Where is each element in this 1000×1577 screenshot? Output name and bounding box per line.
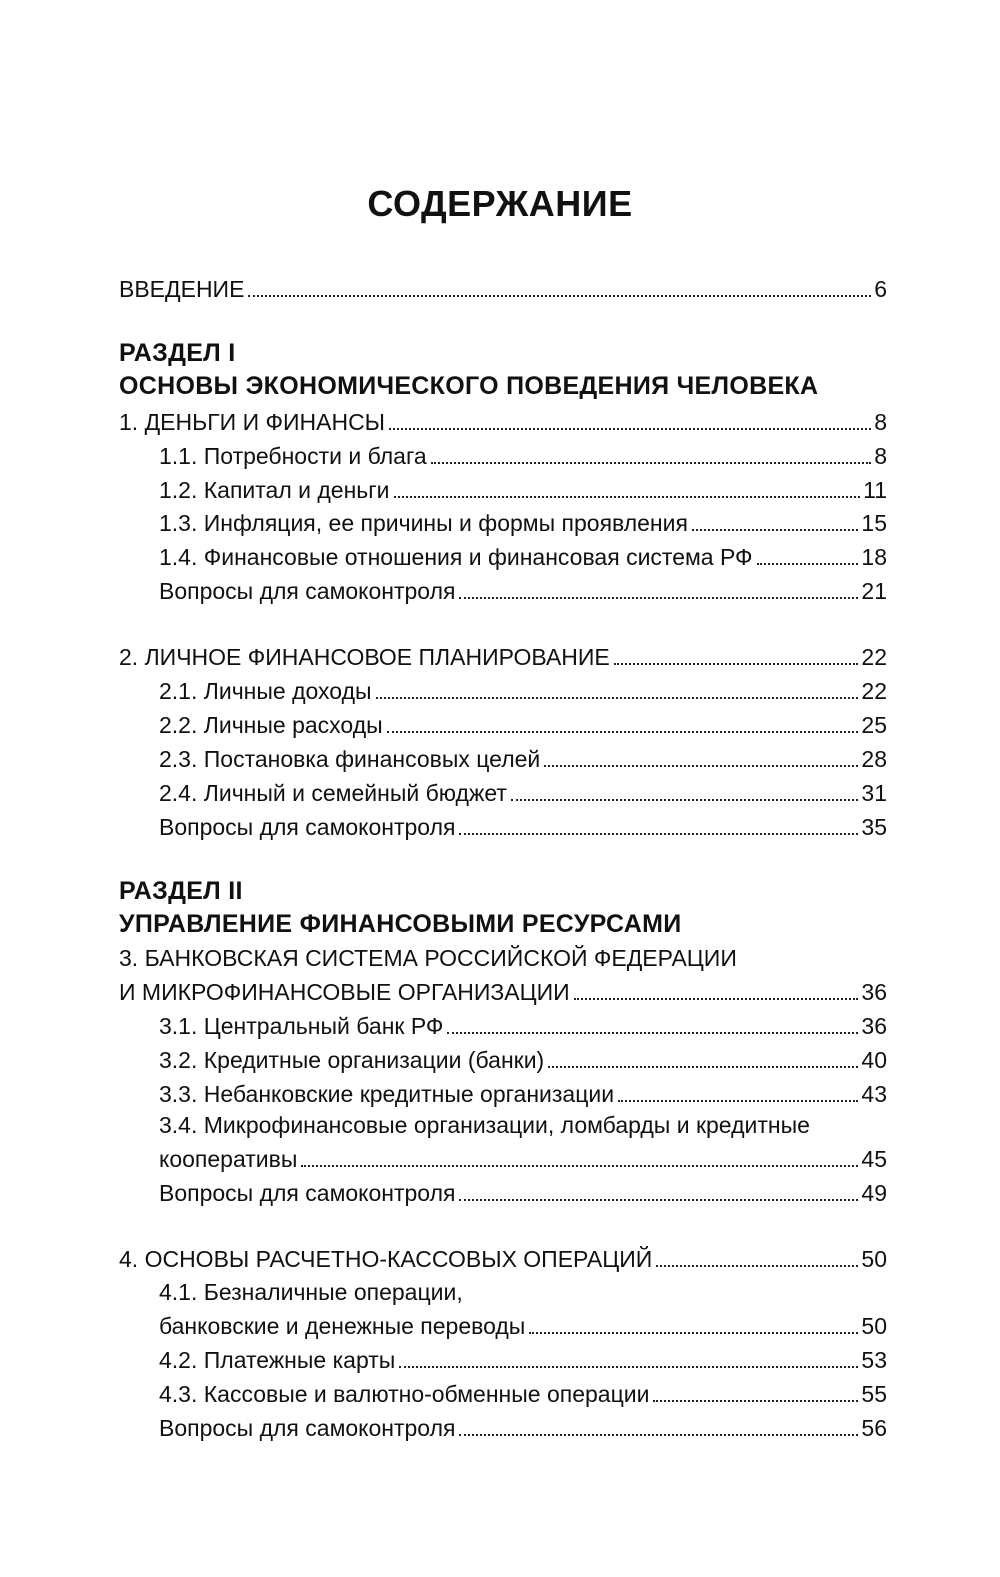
toc-entry[interactable] <box>159 504 887 538</box>
toc-entry-page: 21 <box>861 578 887 604</box>
toc-entry-label: И МИКРОФИНАНСОВЫЕ ОРГАНИЗАЦИИ <box>119 979 570 1005</box>
toc-entry[interactable] <box>159 1375 887 1409</box>
toc-entry-label: кооперативы <box>159 1146 298 1172</box>
toc-entry-page: 11 <box>863 477 887 503</box>
toc-entry-label: 2. ЛИЧНОЕ ФИНАНСОВОЕ ПЛАНИРОВАНИЕ <box>119 644 610 670</box>
toc-entry-label: 1.1. Потребности и блага <box>159 443 427 469</box>
leader-dots <box>618 1100 858 1102</box>
toc-entry[interactable] <box>159 1409 887 1443</box>
toc-entry-page: 40 <box>861 1047 887 1073</box>
leader-dots <box>614 663 859 665</box>
leader-dots <box>431 462 872 464</box>
toc-entry-page: 56 <box>861 1415 887 1441</box>
toc-entry-label: Вопросы для самоконтроля <box>159 1415 456 1441</box>
leader-dots <box>447 1032 858 1034</box>
toc-entry-page: 35 <box>861 814 887 840</box>
toc-entry-page: 28 <box>861 746 887 772</box>
toc-entry[interactable] <box>159 1041 887 1075</box>
toc-entry[interactable] <box>159 740 887 774</box>
toc-entry[interactable] <box>159 1075 887 1109</box>
toc-entry-page: 22 <box>861 678 887 704</box>
toc-entry-page: 8 <box>874 409 887 435</box>
toc-entry-label: 2.1. Личные доходы <box>159 678 372 704</box>
toc-entry-intro[interactable] <box>119 270 887 304</box>
section-label: РАЗДЕЛ II <box>119 877 243 905</box>
leader-dots <box>757 563 859 565</box>
toc-chapter-3-line1: 3. БАНКОВСКАЯ СИСТЕМА РОССИЙСКОЙ ФЕДЕРАЦИИ <box>119 945 737 971</box>
leader-dots <box>656 1265 858 1267</box>
toc-entry[interactable] <box>159 572 887 606</box>
toc-entry-label: ВВЕДЕНИЕ <box>119 276 245 302</box>
leader-dots <box>301 1165 858 1167</box>
toc-entry-label: 1.4. Финансовые отношения и финансовая система РФ <box>159 544 753 570</box>
toc-entry[interactable] <box>159 538 887 572</box>
toc-entry-page: 55 <box>861 1381 887 1407</box>
toc-entry-page: 8 <box>874 443 887 469</box>
toc-entry-page: 15 <box>861 510 887 536</box>
toc-entry-label: 2.3. Постановка финансовых целей <box>159 746 541 772</box>
toc-chapter-1[interactable] <box>119 403 887 437</box>
leader-dots <box>376 697 859 699</box>
leader-dots <box>387 731 859 733</box>
toc-entry-label: Вопросы для самоконтроля <box>159 578 456 604</box>
leader-dots <box>459 1434 858 1436</box>
toc-entry-page: 18 <box>861 544 887 570</box>
toc-entry-page: 25 <box>861 712 887 738</box>
toc-entry[interactable] <box>159 774 887 808</box>
toc-entry[interactable] <box>159 706 887 740</box>
toc-entry-label: 3.3. Небанковские кредитные организации <box>159 1081 615 1107</box>
section-heading: УПРАВЛЕНИЕ ФИНАНСОВЫМИ РЕСУРСАМИ <box>119 910 682 938</box>
toc-entry-page: 50 <box>861 1246 887 1272</box>
toc-entry[interactable] <box>159 1174 887 1208</box>
toc-entry-line1: 4.1. Безналичные операции, <box>159 1279 463 1305</box>
toc-chapter-3[interactable] <box>119 973 887 1007</box>
toc-entry[interactable] <box>159 471 887 505</box>
leader-dots <box>574 998 859 1000</box>
toc-entry-label: Вопросы для самоконтроля <box>159 814 456 840</box>
leader-dots <box>653 1400 858 1402</box>
leader-dots <box>389 428 871 430</box>
toc-entry-page: 22 <box>861 644 887 670</box>
toc-entry-label: банковские и денежные переводы <box>159 1313 526 1339</box>
toc-entry-label: 1.2. Капитал и деньги <box>159 477 390 503</box>
toc-entry-label: 4. ОСНОВЫ РАСЧЕТНО-КАССОВЫХ ОПЕРАЦИЙ <box>119 1246 653 1272</box>
toc-entry-label: 4.3. Кассовые и валютно-обменные операции <box>159 1381 650 1407</box>
toc-entry-label: 2.2. Личные расходы <box>159 712 383 738</box>
leader-dots <box>511 799 859 801</box>
toc-entry-label: 1. ДЕНЬГИ И ФИНАНСЫ <box>119 409 386 435</box>
toc-entry-label: 2.4. Личный и семейный бюджет <box>159 780 507 806</box>
toc-entry-label: 1.3. Инфляция, ее причины и формы проявления <box>159 510 688 536</box>
section-label: РАЗДЕЛ I <box>119 339 236 367</box>
toc-entry-page: 50 <box>861 1313 887 1339</box>
leader-dots <box>394 496 861 498</box>
toc-entry-page: 45 <box>861 1146 887 1172</box>
toc-entry-line1: 3.4. Микрофинансовые организации, ломбарды и кредитные <box>159 1112 810 1138</box>
toc-entry[interactable] <box>159 1341 887 1375</box>
toc-entry-label: 3.2. Кредитные организации (банки) <box>159 1047 545 1073</box>
toc-entry-page: 43 <box>861 1081 887 1107</box>
leader-dots <box>692 529 858 531</box>
toc-entry[interactable] <box>159 672 887 706</box>
toc-entry-page: 36 <box>861 1013 887 1039</box>
leader-dots <box>248 295 871 297</box>
toc-entry-label: Вопросы для самоконтроля <box>159 1180 456 1206</box>
leader-dots <box>459 597 858 599</box>
leader-dots <box>459 833 858 835</box>
toc-entry[interactable] <box>159 808 887 842</box>
section-heading: ОСНОВЫ ЭКОНОМИЧЕСКОГО ПОВЕДЕНИЯ ЧЕЛОВЕКА <box>119 372 819 400</box>
toc-entry-page: 49 <box>861 1180 887 1206</box>
toc-entry-page: 36 <box>861 979 887 1005</box>
toc-entry-label: 3.1. Центральный банк РФ <box>159 1013 444 1039</box>
leader-dots <box>548 1066 858 1068</box>
page-title: СОДЕРЖАНИЕ <box>367 183 633 224</box>
toc-entry-label: 4.2. Платежные карты <box>159 1347 396 1373</box>
toc-entry-page: 31 <box>861 780 887 806</box>
toc-entry[interactable] <box>159 1307 887 1341</box>
leader-dots <box>399 1366 858 1368</box>
toc-entry-page: 53 <box>861 1347 887 1373</box>
toc-entry[interactable] <box>159 1007 887 1041</box>
leader-dots <box>529 1332 858 1334</box>
toc-entry[interactable] <box>159 437 887 471</box>
leader-dots <box>459 1199 858 1201</box>
toc-entry-page: 6 <box>874 276 887 302</box>
toc-entry[interactable] <box>159 1140 887 1174</box>
leader-dots <box>544 765 858 767</box>
toc-chapter-2[interactable] <box>119 638 887 672</box>
toc-chapter-4[interactable] <box>119 1240 887 1274</box>
